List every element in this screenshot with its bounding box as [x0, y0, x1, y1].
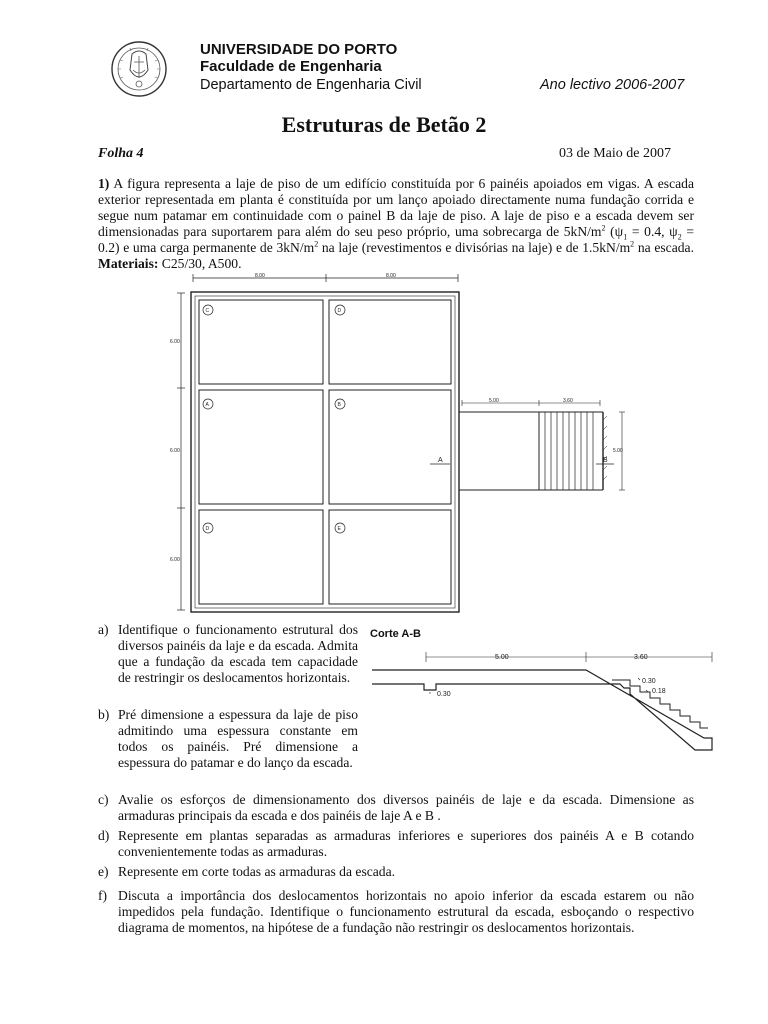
section-dim-018: 0.18	[652, 688, 666, 695]
question-d	[98, 828, 694, 860]
section-marker-a: A	[438, 457, 443, 464]
question-b-text: Pré dimensione a espessura da laje de piso admitindo uma espessura constante em todos os painéis. Pré dimensione a espessura do patamar e do lanço da escada.	[118, 707, 358, 770]
dim-stair-2: 3.60	[563, 398, 573, 404]
question-b-label: b)	[98, 707, 110, 722]
dim-left-3: 6.00	[170, 557, 180, 563]
question-c	[98, 792, 694, 824]
question-f-text: Discuta a importância dos deslocamentos horizontais no apoio inferior da escada estarem ou não impedidos pela fundação. Identifique o funcionamento estrutural da escada, esboçando o respectivo diagrama de momentos, na hipótese de a fundação não restringir os deslocamentos horizontais.	[118, 888, 694, 935]
question-e-label: e)	[98, 864, 109, 879]
problem-text-b: (ψ	[605, 224, 624, 239]
sup-2c: 2	[630, 239, 635, 249]
question-e-text: Represente em corte todas as armaduras da escada.	[118, 864, 396, 879]
academic-year: Ano lectivo 2006-2007	[540, 77, 685, 93]
materials-value: C25/30, A500.	[158, 256, 242, 271]
question-a-label: a)	[98, 622, 109, 637]
section-dim-1: 5.00	[495, 654, 509, 661]
question-a-text: Identifique o funcionamento estrutural dos diversos painéis da laje e da escada. Admita que a fundação da escada tem capacidade de restringir os deslocamentos horizontais.	[118, 622, 358, 685]
materials-label: Materiais:	[98, 256, 159, 271]
problem-number: 1)	[98, 176, 110, 191]
sup-2a: 2	[601, 223, 606, 233]
section-ab-drawing	[372, 652, 712, 750]
dim-top-left: 8.00	[255, 273, 265, 279]
problem-text-c: = 0.4, ψ	[627, 224, 678, 239]
section-dim-030a: 0.30	[437, 691, 451, 698]
question-f	[98, 888, 694, 936]
dim-stair-1: 5.00	[489, 398, 499, 404]
question-e	[98, 864, 694, 880]
question-b	[98, 707, 358, 787]
question-c-label: c)	[98, 792, 109, 807]
section-dim-2: 3.60	[634, 654, 648, 661]
dim-left-2: 6.00	[170, 448, 180, 454]
problem-text-f: na escada.	[634, 240, 694, 255]
sheet-label: Folha 4	[98, 146, 144, 161]
psi2-sub: 2	[677, 232, 682, 242]
section-dim-030b: 0.30	[642, 678, 656, 685]
question-d-text: Represente em plantas separadas as armaduras inferiores e superiores dos painéis A e B cotando convenientemente todas as armaduras.	[118, 828, 694, 859]
panel-label-e: E	[337, 526, 341, 532]
panel-label-d-top: D	[337, 308, 342, 314]
dim-stair-h: 5.00	[613, 448, 623, 454]
question-f-label: f)	[98, 888, 108, 903]
panel-label-d-bottom: D	[205, 526, 210, 532]
faculty-name: Faculdade de Engenharia	[200, 58, 382, 75]
question-c-text: Avalie os esforços de dimensionamento dos diversos painéis de laje e da escada. Dimensione as armaduras principais da escada e dos painéis de laje A e B .	[118, 792, 694, 823]
date-label: 03 de Maio de 2007	[559, 146, 671, 161]
department-name: Departamento de Engenharia Civil	[200, 77, 422, 93]
problem-text-d: = 0.2) e uma carga permanente de 3kN/m	[98, 224, 695, 255]
sup-2b: 2	[314, 239, 319, 249]
problem-text-e: na laje (revestimentos e divisórias na laje) e de 1.5kN/m	[318, 240, 631, 255]
panel-label-c: C	[205, 308, 210, 314]
question-d-label: d)	[98, 828, 110, 843]
university-name: UNIVERSIDADE DO PORTO	[200, 41, 398, 58]
dim-top-right: 8.00	[386, 273, 396, 279]
section-marker-b: B	[603, 457, 608, 464]
section-title: Corte A-B	[370, 628, 421, 640]
question-a	[98, 622, 358, 702]
panel-label-a: A	[205, 402, 209, 408]
dim-left-1: 6.00	[170, 339, 180, 345]
psi1-sub: 1	[623, 232, 628, 242]
page-title: Estruturas de Betão 2	[281, 112, 487, 137]
panel-label-b: B	[337, 402, 341, 408]
problem-text-a: A figura representa a laje de piso de um edifício constituída por 6 painéis apoiados em vigas. A escada exterior representada em planta é constituída por um lanço apoiado directamente numa fundação corrida e segue num patamar em continuidade com o painel B da laje de piso. A laje de piso e a escada devem ser dimensionadas para suportarem para além do seu peso próprio, uma sobrecarga de 5kN/m	[98, 176, 694, 239]
